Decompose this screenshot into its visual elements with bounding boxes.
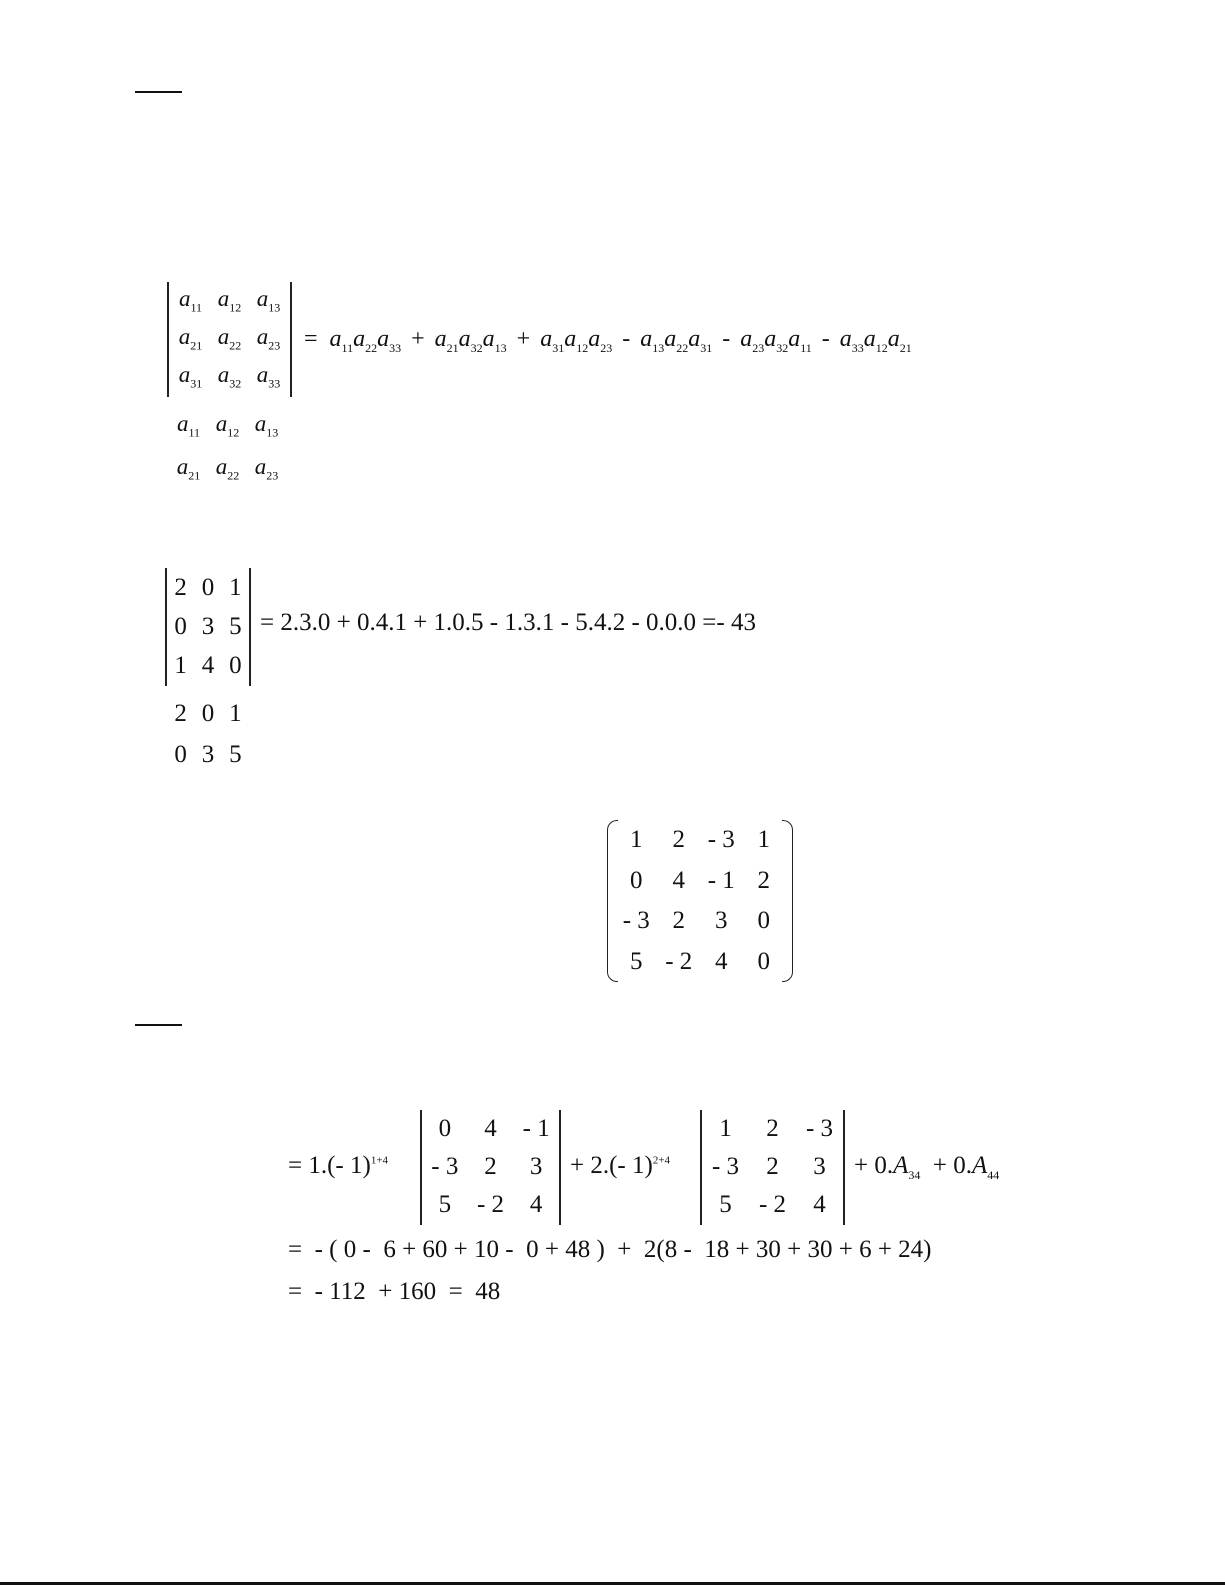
matrix-entry: - 3	[431, 1153, 459, 1180]
matrix-entry: 1	[229, 699, 242, 727]
operator: +	[516, 326, 531, 352]
matrix-entry: 2	[672, 826, 685, 854]
matrix-entry: 5	[630, 947, 643, 975]
matrix-entry: 0	[201, 699, 215, 727]
expansion-term1-exponent: 1+4	[370, 1154, 389, 1167]
matrix-entry: 5	[229, 740, 242, 768]
matrix-entry: 2	[766, 1115, 779, 1142]
matrix-entry: 3	[813, 1153, 826, 1180]
matrix-entry: $a_{11}$	[176, 410, 201, 440]
matrix-entry: $a_{23}$	[256, 324, 281, 353]
sarrus-term: $a_{33}a_{12}a_{21}$	[839, 326, 912, 355]
matrix-entry: $a_{21}$	[178, 324, 203, 353]
matrix-entry: 5	[438, 1191, 452, 1218]
matrix-entry: - 3	[622, 907, 650, 935]
matrix-entry: 4	[484, 1115, 497, 1142]
expansion-term3-coef: + 0.	[854, 1152, 894, 1179]
matrix-entry: 4	[201, 651, 215, 679]
expansion-term1-coef: = 1.(- 1)	[288, 1152, 371, 1179]
matrix-entry: 4	[529, 1191, 543, 1218]
matrix-entry: 2	[484, 1153, 497, 1180]
matrix-entry: 4	[715, 947, 728, 975]
header-rule-mid	[135, 1024, 182, 1026]
numeric-determinant	[165, 568, 251, 686]
matrix-entry: $a_{22}$	[215, 453, 240, 483]
sarrus-term: $a_{13}a_{22}a_{31}$	[640, 326, 713, 355]
matrix-entry: 4	[672, 866, 685, 894]
cofactor-subscript-a: 34	[908, 1168, 921, 1182]
matrix-entry: - 1	[522, 1115, 550, 1142]
operator: +	[411, 326, 425, 352]
cofactor-subscript-b: 44	[987, 1168, 1000, 1182]
matrix-entry: - 1	[707, 866, 735, 894]
expansion-line-1-tail	[854, 1152, 999, 1183]
cofactor-determinant-b	[700, 1110, 845, 1225]
expansion-line-1-mid	[570, 1152, 670, 1180]
matrix-entry: $a_{22}$	[217, 324, 242, 353]
numeric-repeat-rows	[167, 693, 249, 775]
matrix-entry: 3	[529, 1153, 543, 1180]
matrix-entry: 1	[174, 651, 187, 679]
matrix-entry: 3	[201, 612, 215, 640]
matrix-entry: 5	[229, 612, 242, 640]
matrix-entry: 1	[719, 1115, 732, 1142]
matrix-entry: $a_{23}$	[254, 453, 279, 483]
matrix-entry: 0	[757, 947, 770, 975]
matrix-entry: 0	[229, 651, 242, 679]
symbolic-expansion	[304, 326, 912, 356]
numeric-determinant-entries	[167, 568, 249, 685]
matrix-entry: 1	[630, 826, 643, 854]
sarrus-term: $a_{11}a_{22}a_{33}$	[329, 326, 402, 355]
expansion-term4-coef: + 0.	[932, 1152, 972, 1179]
expansion-line-2: = - ( 0 - 6 + 60 + 10 - 0 + 48 ) + 2(8 - 18 + 30 + 30 + 6 + 24)	[288, 1236, 932, 1263]
matrix-entry: 2	[766, 1153, 779, 1180]
matrix-entry: $a_{21}$	[176, 453, 201, 483]
matrix-entry: - 3	[805, 1115, 834, 1142]
matrix-entry: 0	[757, 907, 770, 935]
cofactor-determinant-b-entries	[702, 1110, 843, 1224]
matrix-entry: 2	[174, 573, 187, 601]
cofactor-determinant-a-entries	[422, 1110, 559, 1224]
matrix-entry: $a_{13}$	[254, 410, 279, 440]
matrix-entry: $a_{11}$	[178, 286, 203, 315]
matrix-entry: 0	[630, 866, 643, 894]
matrix-entry: 0	[201, 573, 215, 601]
operator: -	[622, 326, 631, 352]
sarrus-term: $a_{21}a_{32}a_{13}$	[434, 326, 507, 355]
expansion-term2-coef: + 2.(- 1)	[570, 1152, 653, 1179]
matrix-entry: $a_{13}$	[256, 286, 281, 315]
expansion-line-1-prefix	[288, 1152, 388, 1180]
matrix-entry: $a_{12}$	[217, 286, 242, 315]
matrix-entry: $a_{12}$	[215, 410, 240, 440]
matrix-entry: 2	[757, 866, 770, 894]
matrix-entry: 2	[174, 699, 187, 727]
matrix-entry: 0	[174, 612, 187, 640]
matrix-entry: 0	[174, 740, 187, 768]
numeric-expansion: = 2.3.0 + 0.4.1 + 1.0.5 - 1.3.1 - 5.4.2 - 0.0.0 =- 43	[260, 609, 756, 636]
cofactor-symbol-b: A	[972, 1152, 988, 1179]
matrix-entry: - 2	[665, 947, 693, 975]
expansion-term2-exponent: 2+4	[652, 1154, 671, 1167]
header-rule-top	[135, 91, 182, 93]
expansion-line-3: = - 112 + 160 = 48	[288, 1278, 501, 1305]
matrix-entry: - 3	[711, 1153, 740, 1180]
equals-sign: =	[304, 326, 318, 352]
matrix-entry: 5	[719, 1191, 732, 1218]
sarrus-term: $a_{23}a_{32}a_{11}$	[740, 326, 812, 355]
matrix-entry: 3	[715, 907, 728, 935]
matrix-entry: 1	[229, 573, 242, 601]
matrix-entry: 0	[438, 1115, 452, 1142]
matrix-entry: - 2	[476, 1191, 505, 1218]
matrix-entry: - 3	[707, 826, 735, 854]
matrix-entry: 2	[672, 907, 685, 935]
matrix-entry: $a_{31}$	[178, 362, 203, 391]
cofactor-symbol-a: A	[893, 1152, 909, 1179]
matrix-entry: $a_{33}$	[256, 362, 281, 391]
symbolic-repeat-rows	[169, 404, 286, 490]
matrix-entry: 3	[201, 740, 215, 768]
matrix-entry: - 2	[758, 1191, 787, 1218]
matrix-4x4	[607, 820, 793, 982]
matrix-4x4-entries	[615, 820, 785, 982]
operator: -	[821, 326, 830, 352]
matrix-entry: 1	[757, 826, 770, 854]
operator: -	[722, 326, 731, 352]
symbolic-determinant-entries	[171, 282, 288, 396]
sarrus-term: $a_{31}a_{12}a_{23}$	[540, 326, 613, 355]
symbolic-determinant	[167, 282, 292, 397]
matrix-entry: $a_{32}$	[217, 362, 242, 391]
cofactor-determinant-a	[420, 1110, 561, 1225]
matrix-entry: 4	[813, 1191, 826, 1218]
